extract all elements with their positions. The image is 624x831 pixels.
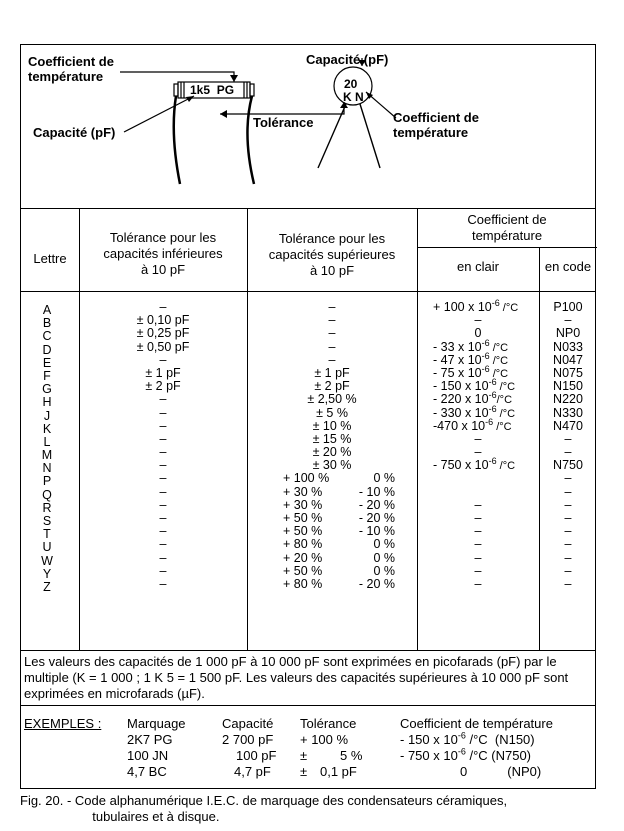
cell-lettre: E — [42, 355, 52, 370]
cell-lettre: N — [42, 461, 52, 476]
cell-lettre: Z — [43, 579, 51, 594]
example-tolerance-sign: + 100 % — [300, 732, 349, 747]
cell-tol-sup — [247, 565, 417, 578]
cell-tol-inf: – — [159, 471, 167, 486]
cell-lettre: J — [43, 408, 51, 423]
cell-en-code: – — [564, 471, 572, 486]
cell-en-code: N075 — [553, 365, 583, 380]
cell-tol-sup-second: - 10 % — [358, 524, 395, 539]
cell-en-clair-unit: /°C — [489, 354, 509, 367]
example-marquage: 4,7 BC — [127, 764, 167, 779]
column-lettre — [21, 304, 73, 594]
cell-tol-sup-main: + 100 % — [283, 471, 330, 486]
cell-en-clair-value: + 100 x 10 — [433, 300, 492, 314]
header-coef: Coefficient de température — [467, 212, 547, 243]
figure-caption: Fig. 20. - Code alphanumérique I.E.C. de marquage des condensateurs céramiques, tubulaires et à disque. — [20, 793, 508, 824]
cell-en-clair-value: – — [474, 511, 482, 525]
cell-en-clair-value: - 330 x 10 — [433, 405, 489, 420]
cell-tol-inf: ± 0,50 pF — [136, 339, 190, 354]
cell-tol-sup-main: – — [328, 326, 336, 341]
disc-marking-top: 20 — [344, 77, 358, 91]
cell-lettre: D — [42, 342, 52, 357]
cell-tol-sup-main: ± 15 % — [312, 431, 352, 446]
cell-tol-sup-main: ± 5 % — [316, 405, 348, 420]
cell-tol-sup-main: ± 1 pF — [314, 365, 350, 380]
cell-tol-sup-second: - 10 % — [358, 484, 395, 499]
cell-tol-sup-main: ± 30 % — [312, 458, 352, 473]
cell-tol-inf: – — [159, 537, 167, 552]
note-text: Les valeurs des capacités de 1 000 pF à 10 000 pF sont exprimées en picofarads (pF) par le multiple (K = 1 000 ; 1 K 5 = 1 500 pF. Les valeurs des capacités supérieures à 10 000 pF sont exprimées en microfarads (µF). — [24, 654, 569, 701]
cell-tol-inf: ± 0,25 pF — [136, 326, 190, 341]
column-en-code — [539, 301, 597, 591]
cell-tol-inf: ± 2 pF — [145, 379, 181, 394]
cell-tol-sup — [247, 538, 417, 551]
example-coef-value: - 150 x 10 — [400, 732, 458, 747]
cell-en-clair-value: – — [474, 576, 482, 591]
cell-tol-sup-main: + 50 % — [283, 524, 323, 539]
example-coef-exponent: -6 — [457, 746, 466, 757]
cell-tol-inf: – — [159, 392, 167, 407]
cell-tol-sup-main: + 30 % — [283, 497, 323, 512]
cell-en-code: – — [564, 445, 572, 460]
cell-tol-sup-second: 0 % — [373, 563, 395, 578]
cell-en-clair-unit: /°C — [489, 367, 509, 380]
coef-subheader-rule — [417, 247, 597, 248]
cell-en-clair — [417, 472, 539, 485]
header-tol-sup: Tolérance pour les capacités supérieures à 10 pF — [268, 231, 396, 278]
example-tolerance-sign: ± — [300, 748, 308, 763]
cell-en-code: – — [564, 313, 572, 328]
example-coef-suffix: /°C (N150) — [465, 732, 535, 747]
cell-tol-sup-main: + 50 % — [283, 563, 323, 578]
cell-lettre: M — [41, 448, 53, 463]
cell-en-code: N470 — [553, 418, 583, 433]
tubular-lead-right — [247, 96, 254, 184]
cell-tol-sup — [247, 354, 417, 367]
cell-en-code: – — [564, 550, 572, 565]
cell-en-code: N150 — [553, 379, 583, 394]
cell-en-clair-value: – — [474, 431, 482, 446]
cell-en-code: – — [564, 484, 572, 499]
cell-en-code: – — [564, 497, 572, 512]
cell-tol-inf: – — [159, 524, 167, 539]
tubular-lead-left — [174, 96, 180, 184]
column-tol-sup — [247, 301, 417, 591]
cell-en-code: – — [564, 537, 572, 552]
example-marquage: 100 JN — [127, 748, 169, 763]
cell-tol-inf: – — [159, 484, 167, 499]
cell-en-clair-value: - 220 x 10 — [433, 392, 489, 407]
cell-en-clair-exponent: -6 — [491, 297, 500, 308]
example-coef-suffix: (NP0) — [507, 764, 542, 779]
cell-tol-sup-main: ± 20 % — [312, 445, 352, 460]
example-coefficient — [400, 748, 531, 764]
cell-tol-sup-main: + 30 % — [283, 484, 323, 499]
cell-tol-inf: – — [159, 418, 167, 433]
cell-en-clair-value: - 47 x 10 — [433, 352, 482, 367]
cell-tol-inf: – — [159, 458, 167, 473]
examples-header-tolerance: Tolérance — [300, 716, 357, 731]
label-tolerance: Tolérance — [253, 115, 314, 130]
example-coef-value: - 750 x 10 — [400, 748, 458, 763]
cell-en-code: – — [564, 431, 572, 446]
cell-en-clair-value: - 75 x 10 — [433, 365, 482, 380]
cell-tol-sup-second: 0 % — [373, 537, 395, 552]
cell-tol-sup — [247, 420, 417, 433]
cell-en-clair-exponent: -6 — [481, 337, 490, 348]
column-en-clair — [417, 297, 539, 591]
cell-tol-sup — [247, 327, 417, 340]
cell-tol-sup — [247, 472, 417, 485]
cell-tol-sup-second: 0 % — [373, 550, 395, 565]
cell-lettre: Y — [42, 566, 52, 581]
diagram-separator — [21, 208, 595, 209]
examples-header-capacite: Capacité — [222, 716, 274, 731]
cell-tol-sup-second: - 20 % — [358, 497, 395, 512]
cell-en-clair-value: - 150 x 10 — [433, 379, 489, 394]
cell-en-code: N750 — [553, 458, 583, 473]
note-separator — [21, 705, 595, 706]
example-coefficient — [460, 764, 541, 780]
tubular-marking: 1k5 PG — [190, 83, 235, 97]
header-en-clair: en clair — [457, 259, 499, 274]
cell-en-clair — [417, 456, 539, 473]
cell-en-clair-unit: /°C — [496, 394, 513, 407]
cell-tol-sup-main: – — [328, 313, 336, 328]
disc-marking-bottom: K N — [343, 90, 364, 104]
cell-en-clair-exponent: -6 — [488, 403, 497, 414]
table-bottom-rule — [21, 650, 595, 651]
cell-en-code: N220 — [553, 392, 583, 407]
label-coef-temp-left: Coefficient de température — [28, 54, 114, 84]
cell-en-code: – — [564, 524, 572, 539]
header-lettre: Lettre — [33, 251, 67, 266]
cell-en-clair-unit: /°C — [496, 407, 516, 420]
cell-en-clair-exponent: -6 — [488, 376, 497, 387]
cell-tol-sup-main: + 20 % — [283, 550, 323, 565]
example-coefficient — [400, 732, 535, 748]
cell-lettre: Q — [42, 487, 52, 502]
cell-tol-sup-second: 0 % — [373, 471, 395, 486]
label-coef-temp-right: Coefficient de température — [393, 110, 479, 140]
cell-tol-inf: – — [159, 563, 167, 578]
cell-tol-sup-main: ± 2,50 % — [307, 392, 357, 407]
cell-en-clair-unit: /°C — [496, 381, 516, 394]
cell-tol-sup-main: + 80 % — [283, 576, 323, 591]
cell-lettre: B — [42, 316, 52, 331]
cell-tol-sup-main: – — [328, 300, 336, 314]
example-capacite: 4,7 pF — [234, 764, 271, 779]
cell-en-clair-value: – — [474, 313, 482, 328]
examples-header-marquage: Marquage — [127, 716, 186, 731]
examples-header-coef: Coefficient de température — [400, 716, 553, 731]
cell-en-clair-unit: /°C — [493, 420, 512, 433]
cell-lettre: H — [42, 395, 52, 410]
cell-en-clair-unit: /°C — [499, 302, 519, 314]
cell-lettre: P — [42, 474, 52, 489]
example-marquage: 2K7 PG — [127, 732, 173, 747]
cell-tol-inf: – — [159, 445, 167, 460]
cell-tol-inf: – — [159, 511, 167, 525]
cell-tol-inf: – — [159, 576, 167, 591]
cell-lettre: K — [42, 421, 52, 436]
cell-en-clair-value: – — [474, 563, 482, 578]
cell-lettre: G — [42, 382, 52, 397]
cell-tol-sup — [247, 552, 417, 565]
cell-tol-sup — [247, 486, 417, 499]
cell-tol-sup — [247, 341, 417, 354]
cell-en-clair-value: – — [474, 445, 482, 460]
cell-tol-sup-main: ± 2 pF — [314, 379, 350, 394]
cell-tol-sup — [247, 578, 417, 591]
cell-tol-sup-main: – — [328, 339, 336, 354]
cell-tol-inf: – — [159, 550, 167, 565]
cell-tol-sup-main: – — [328, 352, 336, 367]
cell-en-clair-unit: /°C — [489, 341, 509, 354]
label-capacite-left: Capacité (pF) — [33, 125, 116, 140]
cell-tol-inf: – — [159, 431, 167, 446]
cell-lettre: R — [42, 500, 52, 515]
example-tolerance-sign: ± — [300, 764, 308, 779]
cell-en-clair-value: – — [474, 537, 482, 552]
cell-en-clair-unit: /°C — [496, 460, 516, 473]
cell-en-code: – — [564, 563, 572, 578]
cell-lettre: S — [42, 514, 52, 528]
label-capacite-right: Capacité (pF) — [306, 52, 389, 67]
cell-tol-sup-main: + 50 % — [283, 511, 323, 525]
cell-lettre: C — [42, 329, 52, 344]
cell-en-clair-value: - 33 x 10 — [433, 339, 482, 354]
header-en-code: en code — [544, 259, 592, 274]
cell-tol-sup — [247, 393, 417, 406]
cell-tol-inf: – — [159, 405, 167, 420]
cell-lettre: A — [42, 303, 52, 317]
cell-en-clair-value: – — [474, 550, 482, 565]
column-tol-inf — [79, 301, 247, 591]
cell-en-clair-exponent: -6 — [481, 363, 490, 374]
cell-lettre: F — [43, 368, 51, 383]
cell-en-code: N047 — [553, 352, 583, 367]
cell-en-clair-value: – — [474, 524, 482, 539]
example-coef-value: 0 — [460, 764, 468, 779]
cell-en-code: N033 — [553, 339, 583, 354]
example-tolerance-value: 5 % — [340, 748, 363, 763]
cell-lettre: L — [43, 434, 51, 449]
example-tolerance-value: 0,1 pF — [320, 764, 357, 779]
cell-en-clair-exponent: -6 — [488, 456, 497, 467]
cell-tol-sup-main: + 80 % — [283, 537, 323, 552]
header-tol-inf: Tolérance pour les capacités inférieures à 10 pF — [103, 230, 223, 277]
cell-en-clair-value: -470 x 10 — [433, 418, 486, 433]
cell-lettre: W — [41, 553, 53, 568]
cell-en-code: – — [564, 576, 572, 591]
cell-tol-sup — [247, 407, 417, 420]
cell-en-code: – — [564, 511, 572, 525]
cell-en-clair-value: - 750 x 10 — [433, 458, 489, 473]
cell-lettre: U — [42, 540, 52, 555]
cell-tol-inf: – — [159, 352, 167, 367]
examples-label: EXEMPLES : — [24, 716, 102, 731]
cell-en-code: P100 — [553, 300, 583, 314]
cell-lettre: T — [43, 527, 51, 542]
cell-en-clair-value: – — [474, 497, 482, 512]
cell-tol-sup-second: - 20 % — [358, 576, 395, 591]
cell-tol-sup-main: ± 10 % — [312, 418, 352, 433]
cell-en-code: NP0 — [555, 326, 581, 341]
cell-en-clair-exponent: -6 — [488, 390, 497, 401]
example-coef-suffix: /°C (N750) — [465, 748, 532, 763]
header-separator — [21, 291, 595, 292]
cell-en-clair-value: 0 — [474, 326, 482, 341]
cell-en-clair — [417, 578, 539, 591]
cell-tol-inf: ± 0,10 pF — [136, 313, 190, 328]
cell-tol-inf: – — [159, 300, 167, 314]
example-capacite: 100 pF — [236, 748, 277, 763]
example-coef-exponent: -6 — [457, 730, 466, 741]
cell-en-code: N330 — [553, 405, 583, 420]
cell-en-clair-exponent: -6 — [485, 416, 494, 427]
example-capacite: 2 700 pF — [222, 732, 274, 747]
cell-en-clair-exponent: -6 — [481, 350, 490, 361]
cell-tol-inf: – — [159, 497, 167, 512]
cell-tol-inf: ± 1 pF — [145, 365, 181, 380]
cell-tol-sup-second: - 20 % — [358, 511, 395, 525]
